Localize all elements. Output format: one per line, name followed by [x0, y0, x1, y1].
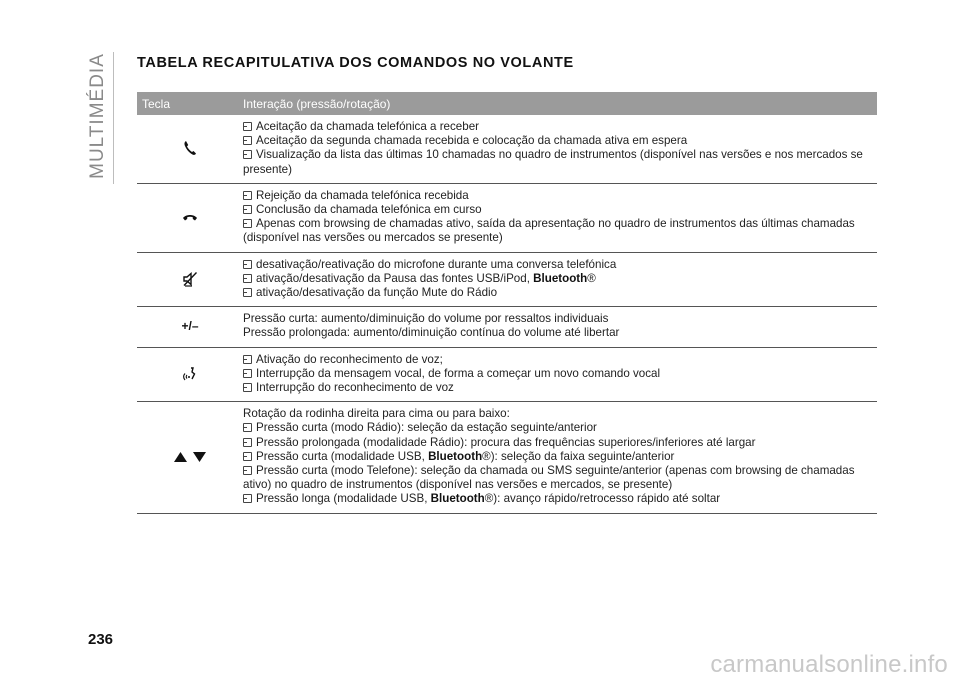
description-text: ®): avanço rápido/retrocesso rápido até soltar: [484, 492, 721, 506]
description-text: desativação/reativação do microfone durante uma conversa telefónica: [256, 257, 617, 271]
description-text: ®: [587, 271, 596, 285]
list-bullet-icon: [243, 219, 252, 228]
watermark: carmanualsonline.info: [710, 651, 948, 678]
list-bullet-icon: [243, 494, 252, 503]
description-text: Interrupção do reconhecimento de voz: [256, 381, 454, 395]
bluetooth-label: Bluetooth: [533, 271, 588, 285]
list-bullet-icon: [243, 205, 252, 214]
description-line: [243, 353, 877, 367]
key-cell: [137, 189, 243, 246]
table-body: [137, 115, 877, 514]
description-line: [243, 134, 877, 148]
description-text: Interrupção da mensagem vocal, de forma a começar um novo comando vocal: [256, 366, 661, 380]
description-text: ativo) no quadro de instrumentos (disponível nas versões e mercados, se presente): [243, 478, 673, 492]
description-text: ®): seleção da faixa seguinte/anterior: [482, 449, 675, 463]
description-line: [243, 436, 877, 450]
key-cell: [137, 353, 243, 396]
page-number: 236: [88, 631, 114, 648]
list-bullet-icon: [243, 466, 252, 475]
description-text: Visualização da lista das últimas 10 chamadas no quadro de instrumentos (disponível nas versões e nos mercados se: [256, 148, 863, 162]
interaction-cell: [243, 407, 877, 506]
up-down-arrows-icon: [173, 451, 207, 463]
description-line: [243, 367, 877, 381]
key-cell: [137, 407, 243, 506]
commands-table: [137, 92, 877, 514]
list-bullet-icon: [243, 452, 252, 461]
table-row: [137, 115, 877, 184]
list-bullet-icon: [243, 355, 252, 364]
interaction-cell: [243, 353, 877, 396]
table-row: [137, 402, 877, 513]
description-line: [243, 148, 877, 162]
volume-plus-minus-icon: +/–: [181, 319, 199, 334]
description-line: [243, 326, 877, 340]
interaction-cell: [243, 120, 877, 177]
interaction-cell: [243, 189, 877, 246]
voice-command-icon: [182, 366, 198, 382]
interaction-cell: [243, 312, 877, 340]
side-divider: [113, 52, 114, 184]
header-interaction: Interação (pressão/rotação): [243, 96, 391, 111]
description-line: [243, 312, 877, 326]
description-line: [243, 163, 877, 177]
table-header: [137, 92, 877, 115]
description-text: Conclusão da chamada telefónica em curso: [256, 203, 482, 217]
description-text: Pressão longa (modalidade USB,: [256, 492, 431, 506]
description-text: Aceitação da segunda chamada recebida e colocação da chamada ativa em espera: [256, 134, 688, 148]
list-bullet-icon: [243, 274, 252, 283]
description-text: Apenas com browsing de chamadas ativo, saída da apresentação no quadro de instrumentos das últimas chamadas: [256, 217, 855, 231]
description-text: Rotação da rodinha direita para cima ou para baixo:: [243, 407, 510, 421]
table-row: [137, 253, 877, 308]
table-row: [137, 184, 877, 253]
description-text: Pressão curta (modo Telefone): seleção da chamada ou SMS seguinte/anterior (apenas com browsing de chamadas: [256, 464, 855, 478]
description-line: [243, 478, 877, 492]
list-bullet-icon: [243, 383, 252, 392]
description-text: Rejeição da chamada telefónica recebida: [256, 188, 469, 202]
list-bullet-icon: [243, 136, 252, 145]
list-bullet-icon: [243, 288, 252, 297]
description-line: [243, 492, 877, 506]
description-text: Ativação do reconhecimento de voz;: [256, 352, 443, 366]
description-line: [243, 421, 877, 435]
description-text: Pressão curta (modalidade USB,: [256, 449, 429, 463]
list-bullet-icon: [243, 260, 252, 269]
description-text: Pressão curta: aumento/diminuição do volume por ressaltos individuais: [243, 312, 609, 326]
description-line: [243, 464, 877, 478]
list-bullet-icon: [243, 191, 252, 200]
description-line: [243, 203, 877, 217]
phone-accept-icon: [183, 140, 197, 156]
description-line: [243, 272, 877, 286]
page-title: TABELA RECAPITULATIVA DOS COMANDOS NO VOLANTE: [137, 55, 574, 71]
description-line: [243, 189, 877, 203]
list-bullet-icon: [243, 423, 252, 432]
description-line: [243, 231, 877, 245]
section-side-label: MULTIMÉDIA: [87, 53, 108, 179]
description-text: (disponível nas versões ou mercados se presente): [243, 231, 503, 245]
description-line: [243, 381, 877, 395]
table-row: [137, 307, 877, 347]
description-line: [243, 120, 877, 134]
list-bullet-icon: [243, 122, 252, 131]
description-line: [243, 258, 877, 272]
description-text: Pressão prolongada (modalidade Rádio): procura das frequências superiores/inferiores até largar: [256, 435, 756, 449]
header-key: Tecla: [142, 96, 171, 111]
key-cell: [137, 258, 243, 301]
description-text: Aceitação da chamada telefónica a receber: [256, 120, 479, 133]
list-bullet-icon: [243, 369, 252, 378]
description-text: ativação/desativação da função Mute do Rádio: [256, 286, 498, 300]
mute-icon: [182, 271, 198, 287]
table-row: [137, 348, 877, 403]
phone-hangup-icon: [182, 212, 198, 222]
description-text: Pressão curta (modo Rádio): seleção da estação seguinte/anterior: [256, 421, 597, 435]
list-bullet-icon: [243, 438, 252, 447]
key-cell: [137, 120, 243, 177]
description-line: [243, 286, 877, 300]
list-bullet-icon: [243, 150, 252, 159]
description-line: [243, 450, 877, 464]
bluetooth-label: Bluetooth: [428, 449, 483, 463]
key-cell: [137, 312, 243, 340]
description-line: [243, 217, 877, 231]
description-text: presente): [243, 162, 292, 176]
interaction-cell: [243, 258, 877, 301]
description-text: Pressão prolongada: aumento/diminuição contínua do volume até libertar: [243, 326, 620, 340]
description-text: ativação/desativação da Pausa das fontes USB/iPod,: [256, 271, 534, 285]
description-line: [243, 407, 877, 421]
bluetooth-label: Bluetooth: [430, 492, 485, 506]
